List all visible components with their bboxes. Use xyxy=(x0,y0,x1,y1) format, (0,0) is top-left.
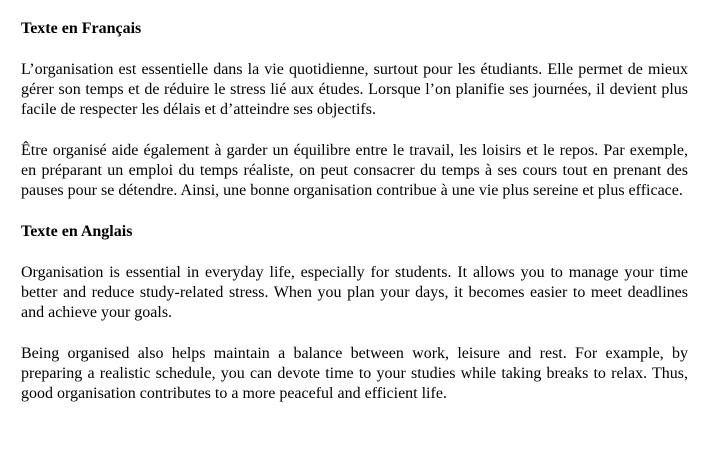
french-paragraph-2: Être organisé aide également à garder un équilibre entre le travail, les loisirs et le repos. Par exemple, en préparant un emploi du temps réaliste, on peut consacrer du temps à ses cours tout en prenant des pauses pour se détendre. Ainsi, une bonne organisation contribue à une vie plus sereine et plus efficace. xyxy=(21,142,688,199)
document-body xyxy=(21,19,688,404)
english-paragraph-1: Organisation is essential in everyday life, especially for students. It allows you to manage your time better and reduce study-related stress. When you plan your days, it becomes easier to meet deadlines and achieve your goals. xyxy=(21,264,688,321)
section-heading-french: Texte en Français xyxy=(21,20,142,37)
english-paragraph-2: Being organised also helps maintain a balance between work, leisure and rest. For example, by preparing a realistic schedule, you can devote time to your studies while taking breaks to relax. Thus, good organisation contributes to a more peaceful and efficient life. xyxy=(21,345,688,402)
section-heading-english: Texte en Anglais xyxy=(21,223,133,240)
french-paragraph-1: L’organisation est essentielle dans la vie quotidienne, surtout pour les étudiants. Elle permet de mieux gérer son temps et de réduire le stress lié aux études. Lorsque l’on planifie ses journées, il devient plus facile de respecter les délais et d’atteindre ses objectifs. xyxy=(21,61,688,118)
